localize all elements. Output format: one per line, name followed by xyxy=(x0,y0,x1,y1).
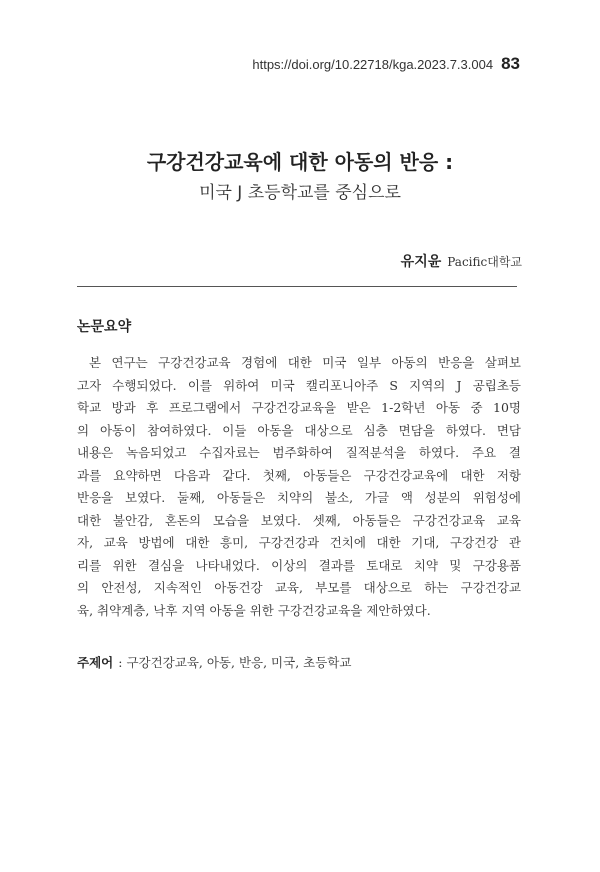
abstract-line: 자, 교육 방법에 대한 흥미, 구강건강과 건치에 대한 기대, 구강건강 관 xyxy=(77,535,521,550)
abstract-body xyxy=(77,352,521,622)
doi-link[interactable]: https://doi.org/10.22718/kga.2023.7.3.004 xyxy=(252,57,494,72)
abstract-line: 학교 방과 후 프로그램에서 구강건강교육을 받은 1-2학년 아동 중 10명 xyxy=(77,400,521,415)
abstract-line: 육, 취약계층, 낙후 지역 아동을 위한 구강건강교육을 제안하였다. xyxy=(77,602,431,618)
author-name: 유지윤 xyxy=(400,254,442,270)
author-affiliation: Pacific대학교 xyxy=(447,255,522,269)
title-divider xyxy=(77,286,517,287)
keywords-label: 주제어 xyxy=(77,655,114,670)
abstract-line: 대한 불안감, 혼돈의 모습을 보였다. 셋째, 아동들은 구강건강교육 교육 xyxy=(77,512,521,528)
abstract-line: 리를 위한 결심을 나타내었다. 이상의 결과를 토대로 치약 및 구강용품 xyxy=(77,557,521,573)
abstract-line: 고자 수행되었다. 이를 위하여 미국 캘리포니아주 S 지역의 J 공립초등 xyxy=(77,377,521,393)
abstract-line: 반응을 보였다. 둘째, 아동들은 치약의 불소, 가글 액 성분의 위험성에 xyxy=(77,490,521,505)
page-header xyxy=(252,54,520,74)
abstract-line: 본 연구는 구강건강교육 경험에 대한 미국 일부 아동의 반응을 살펴보 xyxy=(89,355,521,370)
abstract-line: 의 아동이 참여하였다. 이들 아동을 대상으로 심층 면담을 하였다. 면담 xyxy=(77,422,521,438)
keywords-list: 구강건강교육, 아동, 반응, 미국, 초등학교 xyxy=(126,655,352,670)
abstract-line: 과를 요약하면 다음과 같다. 첫째, 아동들은 구강건강교육에 대한 저항 xyxy=(77,467,521,483)
abstract-line: 내용은 녹음되었고 수집자료는 범주화하여 질적분석을 하였다. 주요 결 xyxy=(77,445,521,460)
abstract-line: 의 안전성, 지속적인 아동건강 교육, 부모를 대상으로 하는 구강건강교 xyxy=(77,580,521,595)
paper-subtitle: 미국 J 초등학교를 중심으로 xyxy=(199,183,401,203)
paper-title: 구강건강교육에 대한 아동의 반응 : xyxy=(146,150,454,174)
author-line xyxy=(401,251,522,271)
keywords xyxy=(77,653,351,671)
abstract-heading: 논문요약 xyxy=(77,319,132,335)
keywords-separator: : xyxy=(118,655,123,670)
page-number: 83 xyxy=(501,54,520,73)
